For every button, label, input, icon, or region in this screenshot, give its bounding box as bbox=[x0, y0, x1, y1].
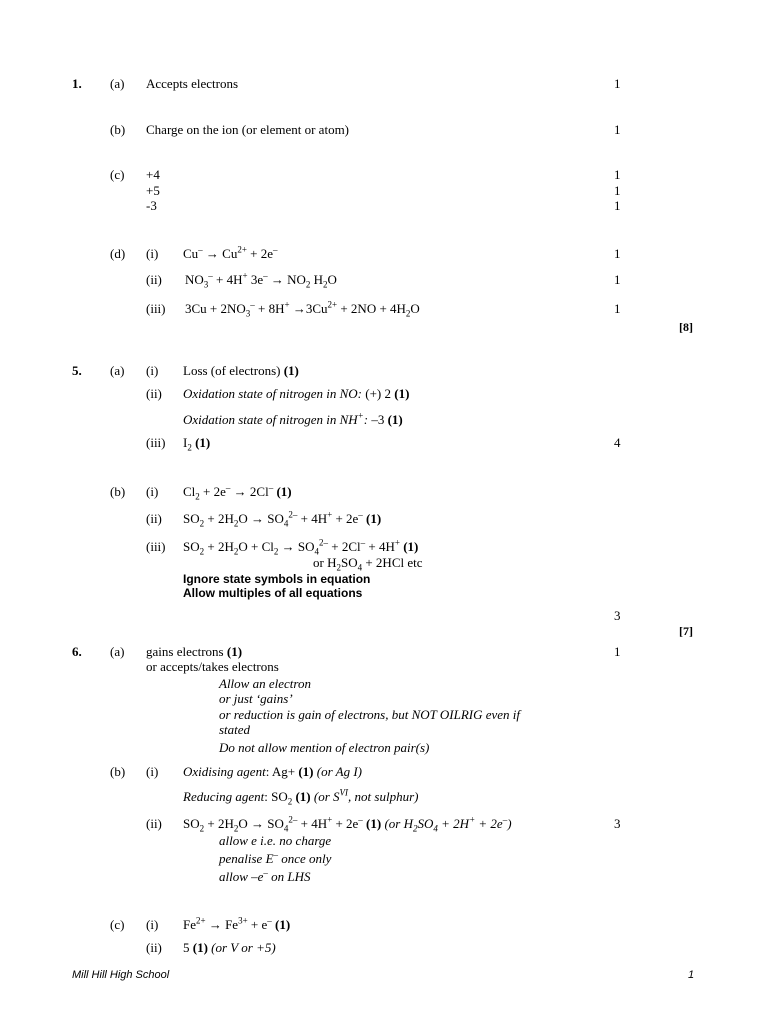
equation-1d-i: $Cu^- \to Cu^{2+} + 2e^-$ bbox=[183, 244, 278, 261]
marks-5a: 4 bbox=[614, 435, 621, 450]
answer-1c-1: +4 bbox=[146, 167, 160, 182]
marks-6a: 1 bbox=[614, 644, 621, 659]
subpart-label-5b-ii: (ii) bbox=[146, 511, 162, 526]
equation-5b-i: $Cl_2 + 2e^- \to 2Cl^-$ (1) bbox=[183, 482, 292, 502]
equation-6b-ii: $SO_2 + 2H_2O \to SO_4^{2-} + 4H^+ + 2e^-$ (1) (or $H_2SO_4 + 2H^+ + 2e^-$) bbox=[183, 814, 512, 834]
footer-school: Mill Hill High School bbox=[72, 969, 170, 981]
total-q1: [8] bbox=[679, 320, 693, 334]
note-5b-2: Allow multiples of all equations bbox=[183, 586, 363, 600]
answer-6b-reducing: Reducing agent: $SO_2$ (1) (or $S^{VI}$, not sulphur) bbox=[183, 787, 419, 807]
equation-5b-iii: $SO_2 + 2H_2O + Cl_2 \to SO_4^{2-} + 2Cl^- + 4H^+$ (1) bbox=[183, 537, 419, 557]
mark-1c-1: 1 bbox=[614, 167, 621, 182]
equation-5b-ii: $SO_2 + 2H_2O \to SO_4^{2-} + 4H^+ + 2e^-$ (1) bbox=[183, 509, 382, 529]
part-label-6b: (b) bbox=[110, 764, 126, 779]
note-6a-4: stated bbox=[219, 722, 251, 737]
equation-1d-iii: $3Cu + 2NO_3^- + 8H^+ \to 3Cu^{2+} + 2NO + 4H_2O$ bbox=[185, 299, 420, 319]
question-number-1: 1. bbox=[72, 76, 82, 91]
subpart-label-6c-i: (i) bbox=[146, 917, 159, 932]
mark-1d-ii: 1 bbox=[614, 272, 621, 287]
mark-5a-i: (1) bbox=[283, 363, 299, 378]
mark-5a-iii: (1) bbox=[195, 435, 211, 450]
answer-6a-alt: or accepts/takes electrons bbox=[146, 659, 279, 674]
subpart-label-1d-i: (i) bbox=[146, 246, 159, 261]
answer-6a bbox=[146, 644, 242, 659]
marks-5b: 3 bbox=[614, 608, 621, 623]
note-5b-1: Ignore state symbols in equation bbox=[183, 572, 371, 586]
mark-6a: (1) bbox=[226, 644, 243, 659]
answer-6b-oxidising: Oxidising agent: Ag+ (1) (or Ag I) bbox=[183, 764, 362, 779]
answer-1a: Accepts electrons bbox=[146, 76, 239, 91]
subpart-label-5b-iii: (iii) bbox=[146, 539, 166, 554]
subpart-label-5a-ii: (ii) bbox=[146, 386, 162, 401]
mark-1b: 1 bbox=[614, 122, 621, 137]
subpart-label-5b-i: (i) bbox=[146, 484, 159, 499]
subpart-label-6c-ii: (ii) bbox=[146, 940, 162, 955]
part-label-6c: (c) bbox=[110, 917, 125, 932]
answer-5a-ii-1 bbox=[183, 386, 409, 401]
question-number-6: 6. bbox=[72, 644, 82, 659]
subpart-label-6b-i: (i) bbox=[146, 764, 159, 779]
answer-5a-i bbox=[183, 363, 299, 378]
part-label-5b: (b) bbox=[110, 484, 126, 499]
part-label-1c: (c) bbox=[110, 167, 125, 182]
footer-page-number: 1 bbox=[688, 969, 695, 981]
answer-5a-ii-label: Oxidation state of nitrogen in NO: bbox=[183, 386, 362, 401]
note-6b-3: allow –e– on LHS bbox=[219, 867, 311, 884]
answer-5a-ii-value: (+) 2 bbox=[365, 386, 391, 401]
subpart-label-1d-ii: (ii) bbox=[146, 272, 162, 287]
marks-6b: 3 bbox=[614, 816, 621, 831]
subpart-label-6b-ii: (ii) bbox=[146, 816, 162, 831]
part-label-1b: (b) bbox=[110, 122, 126, 137]
question-number-5: 5. bbox=[72, 363, 82, 378]
equation-6c-i: $Fe^{2+} \to Fe^{3+} + e^-$ (1) bbox=[183, 915, 291, 932]
mark-1d-i: 1 bbox=[614, 246, 621, 261]
subpart-label-1d-iii: (iii) bbox=[146, 301, 166, 316]
mark-1c-2: 1 bbox=[614, 183, 621, 198]
note-6a-2: or just ‘gains’ bbox=[219, 691, 293, 706]
note-6a-5: Do not allow mention of electron pair(s) bbox=[219, 740, 430, 755]
part-label-6a: (a) bbox=[110, 644, 125, 659]
mark-5a-ii-2: (1) bbox=[387, 412, 403, 427]
note-6b-1: allow e i.e. no charge bbox=[219, 833, 332, 848]
answer-5a-ii-2: Oxidation state of nitrogen in NH+: –3 (1) bbox=[183, 410, 403, 427]
answer-1c-2: +5 bbox=[146, 183, 160, 198]
subpart-label-5a-iii: (iii) bbox=[146, 435, 166, 450]
note-6a-1: Allow an electron bbox=[219, 676, 311, 691]
mark-1d-iii: 1 bbox=[614, 301, 621, 316]
note-6a-3: or reduction is gain of electrons, but NOT OILRIG even if bbox=[219, 707, 521, 722]
mark-5a-ii-1: (1) bbox=[394, 386, 410, 401]
part-label-1a: (a) bbox=[110, 76, 125, 91]
answer-6c-ii: 5 (1) (or V or +5) bbox=[183, 940, 276, 955]
note-6b-2: penalise E– once only bbox=[219, 849, 332, 866]
mark-1c-3: 1 bbox=[614, 198, 621, 213]
answer-1b: Charge on the ion (or element or atom) bbox=[146, 122, 350, 137]
equation-1d-ii: $NO_3^- + 4H^+$ $3e^- \to NO_2$ $H_2O$ bbox=[185, 270, 337, 290]
subpart-label-5a-i: (i) bbox=[146, 363, 159, 378]
part-label-5a: (a) bbox=[110, 363, 125, 378]
answer-5a-iii: $I_2$ (1) bbox=[183, 435, 211, 453]
equation-5b-iii-alt: or $H_2SO_4 + 2HCl$ etc bbox=[313, 555, 423, 573]
answer-5a-i-text: Loss (of electrons) bbox=[183, 363, 281, 378]
answer-6a-text: gains electrons bbox=[146, 644, 224, 659]
mark-1a: 1 bbox=[614, 76, 621, 91]
total-q5: [7] bbox=[679, 624, 693, 638]
part-label-1d: (d) bbox=[110, 246, 126, 261]
answer-5a-ii-value-2: –3 bbox=[371, 412, 385, 427]
answer-1c-3: -3 bbox=[146, 198, 157, 213]
